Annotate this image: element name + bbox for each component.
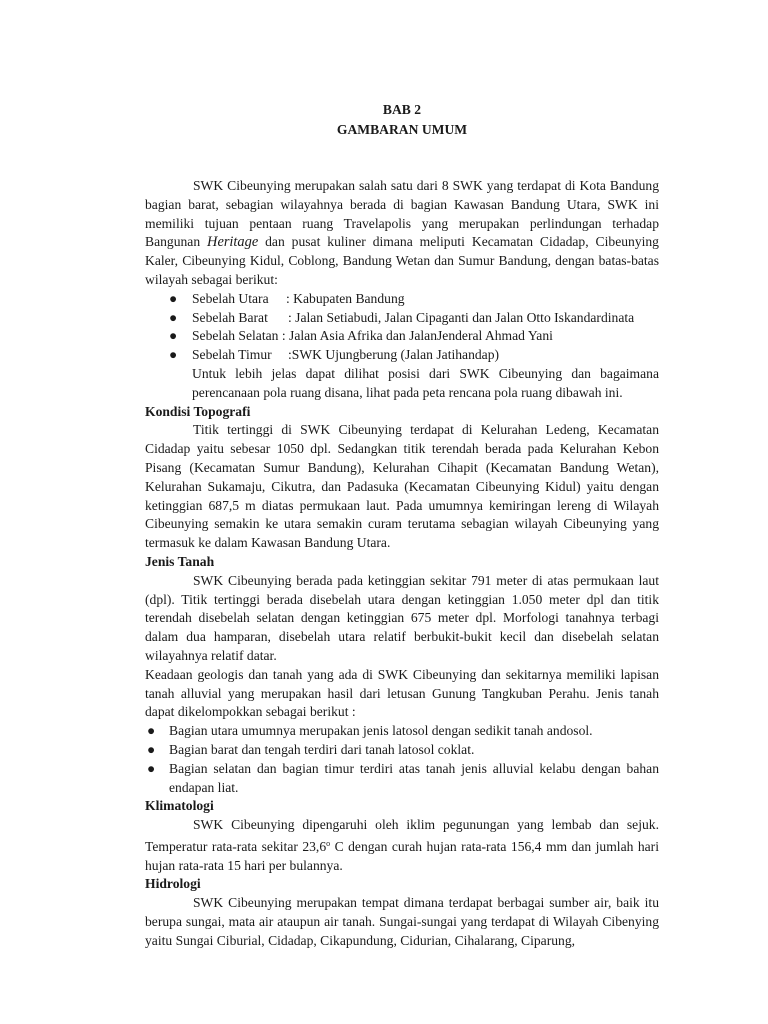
boundary-label: Sebelah Utara bbox=[192, 290, 269, 306]
klimatologi-text-2: C dengan curah hujan rata-rata 156,4 mm dan jumlah hari hujan rata-rata 15 hari per bulannya. bbox=[145, 838, 659, 873]
heading-spacer bbox=[145, 140, 659, 177]
section-heading-topografi: Kondisi Topografi bbox=[145, 403, 251, 419]
bullet-icon: ● bbox=[147, 723, 156, 739]
boundary-item-east bbox=[145, 346, 659, 365]
boundary-item-north bbox=[145, 290, 659, 309]
soil-type-text: Bagian barat dan tengah terdiri dari tanah latosol coklat. bbox=[169, 741, 475, 757]
bullet-icon: ● bbox=[169, 309, 178, 325]
intro-emphasis: Heritage bbox=[207, 234, 259, 251]
boundary-label: Sebelah Barat bbox=[192, 309, 268, 325]
tanah-paragraph-2: Keadaan geologis dan tanah yang ada di SWK Cibeunying dan sekitarnya memiliki lapisan tanah alluvial yang merupakan hasil dari letusan Gunung Tangkuban Perahu. Jenis tanah dapat dikelompokkan sebagai berikut : bbox=[145, 666, 659, 720]
bullet-icon: ● bbox=[147, 741, 156, 757]
soil-type-item bbox=[145, 722, 659, 741]
soil-type-item bbox=[145, 741, 659, 760]
boundary-note: Untuk lebih jelas dapat dilihat posisi dari SWK Cibeunying dan bagaimana perencanaan pola ruang disana, lihat pada peta rencana pola ruang dibawah ini. bbox=[192, 365, 659, 400]
bullet-icon: ● bbox=[147, 760, 156, 776]
boundary-list bbox=[145, 290, 659, 365]
klimatologi-paragraph bbox=[145, 816, 659, 875]
boundary-item-west bbox=[145, 309, 659, 328]
boundary-label: Sebelah Timur bbox=[192, 347, 272, 363]
document-body bbox=[145, 100, 659, 951]
boundary-label: Sebelah Selatan bbox=[192, 328, 279, 344]
boundary-item-south bbox=[145, 327, 659, 346]
bullet-icon: ● bbox=[169, 347, 178, 363]
boundary-value: : Jalan Setiabudi, Jalan Cipaganti dan Jalan Otto Iskandardinata bbox=[288, 309, 635, 325]
soil-type-list bbox=[145, 722, 659, 797]
section-heading-klimatologi: Klimatologi bbox=[145, 798, 214, 814]
section-heading-hidrologi: Hidrologi bbox=[145, 876, 201, 892]
soil-type-item bbox=[145, 760, 659, 798]
chapter-heading bbox=[145, 100, 659, 140]
bullet-icon: ● bbox=[169, 328, 178, 344]
klimatologi-text-1: SWK Cibeunying dipengaruhi oleh iklim pegunungan yang lembab dan sejuk. Temperatur rata-rata sekitar 23,6 bbox=[145, 817, 659, 854]
soil-type-text: Bagian utara umumnya merupakan jenis latosol dengan sedikit tanah andosol. bbox=[169, 723, 593, 739]
section-heading-tanah: Jenis Tanah bbox=[145, 553, 215, 569]
intro-text-1: SWK Cibeunying merupakan salah satu dari 8 SWK yang terdapat di Kota Bandung bagian barat, sebagian wilayahnya berada di bagian Kawasan Bandung Utara, SWK ini memiliki tujuan pentaan ruang Travelapolis yang merupakan perlindungan terhadap Bangunan bbox=[145, 178, 659, 250]
topografi-paragraph: Titik tertinggi di SWK Cibeunying terdapat di Kelurahan Ledeng, Kecamatan Cidadap yaitu sebesar 1050 dpl. Sedangkan titik terendah berada pada Kelurahan Kebon Pisang (Kecamatan Sumur Bandung), Kelurahan Cihapit (Kecamatan Bandung Wetan), Kelurahan Sukamaju, Cikutra, dan Padasuka (Kecamatan Cibeunying Kidul) yaitu dengan ketinggian 687,5 m diatas permukaan laut. Pada umumnya kemiringan lereng di Wilayah Cibeunying semakin ke utara semakin curam terutama sebagian wilayah Cibeunying yang termasuk ke dalam Kawasan Bandung Utara. bbox=[145, 422, 659, 551]
intro-text-2: dan pusat kuliner dimana meliputi Kecamatan Cidadap, Cibeunying Kaler, Cibeunying Kidul, Coblong, Bandung Wetan dan Sumur Bandung, dengan batas-batas wilayah sebagai berikut: bbox=[145, 234, 659, 287]
chapter-title: GAMBARAN UMUM bbox=[336, 122, 468, 137]
degree-superscript: o bbox=[326, 838, 331, 848]
intro-paragraph bbox=[145, 177, 659, 290]
bullet-icon: ● bbox=[169, 290, 178, 306]
boundary-value: : Jalan Asia Afrika dan JalanJenderal Ahmad Yani bbox=[278, 328, 553, 344]
boundary-value: : Kabupaten Bandung bbox=[286, 290, 405, 306]
tanah-paragraph-1: SWK Cibeunying berada pada ketinggian sekitar 791 meter di atas permukaan laut (dpl). Titik tertinggi berada disebelah utara dengan ketinggian 1.050 meter dpl dan titik terendah disebelah selatan dengan ketinggian 675 meter dpl. Morfologi tanahnya terbagi dalam dua hamparan, disebelah utara relatif berbukit-bukit kecil dan disebelah selatan wilayahnya relatif datar. bbox=[145, 572, 659, 663]
boundary-value: :SWK Ujungberung (Jalan Jatihandap) bbox=[288, 347, 500, 363]
soil-type-text: Bagian selatan dan bagian timur terdiri atas tanah jenis alluvial kelabu dengan bahan endapan liat. bbox=[169, 760, 659, 795]
chapter-number: BAB 2 bbox=[382, 102, 422, 117]
hidrologi-paragraph: SWK Cibeunying merupakan tempat dimana terdapat berbagai sumber air, baik itu berupa sungai, mata air ataupun air tanah. Sungai-sungai yang terdapat di Wilayah Cibenying yaitu Sungai Ciburial, Cidadap, Cikapundung, Cidurian, Cihalarang, Ciparung, bbox=[145, 895, 659, 948]
